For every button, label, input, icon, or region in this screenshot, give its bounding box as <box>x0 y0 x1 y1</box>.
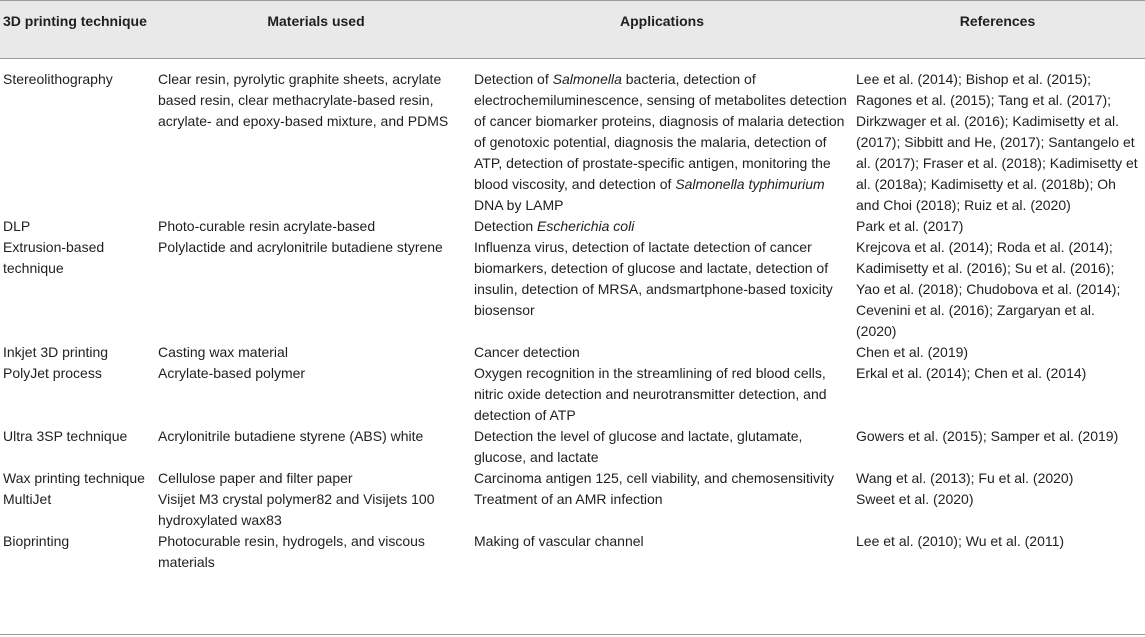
cell-materials: Acrylate-based polymer <box>158 365 306 381</box>
table-row <box>0 237 1145 342</box>
table-row <box>0 489 1145 531</box>
cell-references: Erkal et al. (2014); Chen et al. (2014) <box>856 365 1087 381</box>
cell-technique: Inkjet 3D printing <box>3 344 109 360</box>
table-row <box>0 69 1145 216</box>
cell-materials: Cellulose paper and filter paper <box>158 470 353 486</box>
table-header-row <box>0 0 1145 59</box>
cell-references: Lee et al. (2014); Bishop et al. (2015); Ragones et al. (2015); Tang et al. (2017); Dirkzwager et al. (2016); Kadimisetty et al. (2017); Sibbitt and He, (2017); Santangelo et al. (2017); Fraser et al. (2018); Kadimisetty et al. (2018a); Kadimisetty et al. (2018b); Oh and Choi (2018); Ruiz et al. (2020) <box>856 71 1138 213</box>
table-row <box>0 363 1145 426</box>
table-row <box>0 342 1145 363</box>
cell-technique: Bioprinting <box>3 533 70 549</box>
cell-references: Wang et al. (2013); Fu et al. (2020) <box>856 470 1074 486</box>
table-row <box>0 216 1145 237</box>
cell-technique: Ultra 3SP technique <box>3 428 128 444</box>
cell-materials: Clear resin, pyrolytic graphite sheets, acrylate based resin, clear methacrylate-based resin, acrylate- and epoxy-based mixture, and PDMS <box>158 71 449 129</box>
cell-references: Krejcova et al. (2014); Roda et al. (2014); Kadimisetty et al. (2016); Su et al. (2016); Yao et al. (2018); Chudobova et al. (2014); Cevenini et al. (2016); Zargaryan et al. (2020) <box>856 239 1121 339</box>
header-applications: Applications <box>619 13 704 29</box>
cell-materials: Photocurable resin, hydrogels, and viscous materials <box>158 533 425 570</box>
cell-applications: Detection of Salmonella bacteria, detection of electrochemiluminescence, sensing of metabolites detection of cancer biomarker proteins, diagnosis of malaria detection of genotoxic potential, diagnosis the malaria, detection of ATP, detection of prostate-specific antigen, monitoring the blood viscosity, and detection of Salmonella typhimurium DNA by LAMP <box>474 71 847 213</box>
cell-applications: Treatment of an AMR infection <box>474 491 663 507</box>
cell-applications: Influenza virus, detection of lactate detection of cancer biomarkers, detection of glucose and lactate, detection of insulin, detection of MRSA, andsmartphone-based toxicity biosensor <box>474 239 833 318</box>
cell-applications: Cancer detection <box>474 344 580 360</box>
cell-applications: Detection the level of glucose and lactate, glutamate, glucose, and lactate <box>474 428 803 465</box>
cell-technique: Extrusion-based technique <box>3 239 105 276</box>
cell-materials: Casting wax material <box>158 344 288 360</box>
cell-applications: Detection Escherichia coli <box>474 218 635 234</box>
cell-references: Sweet et al. (2020) <box>856 491 974 507</box>
cell-references: Chen et al. (2019) <box>856 344 969 360</box>
cell-technique: PolyJet process <box>3 365 102 381</box>
table-row <box>0 531 1145 573</box>
cell-materials: Photo-curable resin acrylate-based <box>158 218 376 234</box>
cell-references: Lee et al. (2010); Wu et al. (2011) <box>856 533 1065 549</box>
cell-technique: MultiJet <box>3 491 52 507</box>
cell-references: Park et al. (2017) <box>856 218 964 234</box>
table-row <box>0 468 1145 489</box>
header-technique: 3D printing technique <box>3 13 147 29</box>
header-materials: Materials used <box>267 13 365 29</box>
cell-technique: Wax printing technique <box>3 470 145 486</box>
cell-technique: DLP <box>3 218 31 234</box>
cell-applications: Oxygen recognition in the streamlining of red blood cells, nitric oxide detection and neurotransmitter detection, and detection of ATP <box>474 365 827 423</box>
cell-references: Gowers et al. (2015); Samper et al. (2019) <box>856 428 1119 444</box>
cell-applications: Making of vascular channel <box>474 533 644 549</box>
header-references: References <box>959 13 1036 29</box>
cell-materials: Acrylonitrile butadiene styrene (ABS) white <box>158 428 424 444</box>
table-row <box>0 426 1145 468</box>
cell-applications: Carcinoma antigen 125, cell viability, and chemosensitivity <box>474 470 835 486</box>
table-bottom-rule <box>0 634 1145 635</box>
table-body <box>0 59 1145 573</box>
cell-technique: Stereolithography <box>3 71 113 87</box>
cell-materials: Polylactide and acrylonitrile butadiene styrene <box>158 239 443 255</box>
cell-materials: Visijet M3 crystal polymer82 and Visijets 100 hydroxylated wax83 <box>158 491 435 528</box>
